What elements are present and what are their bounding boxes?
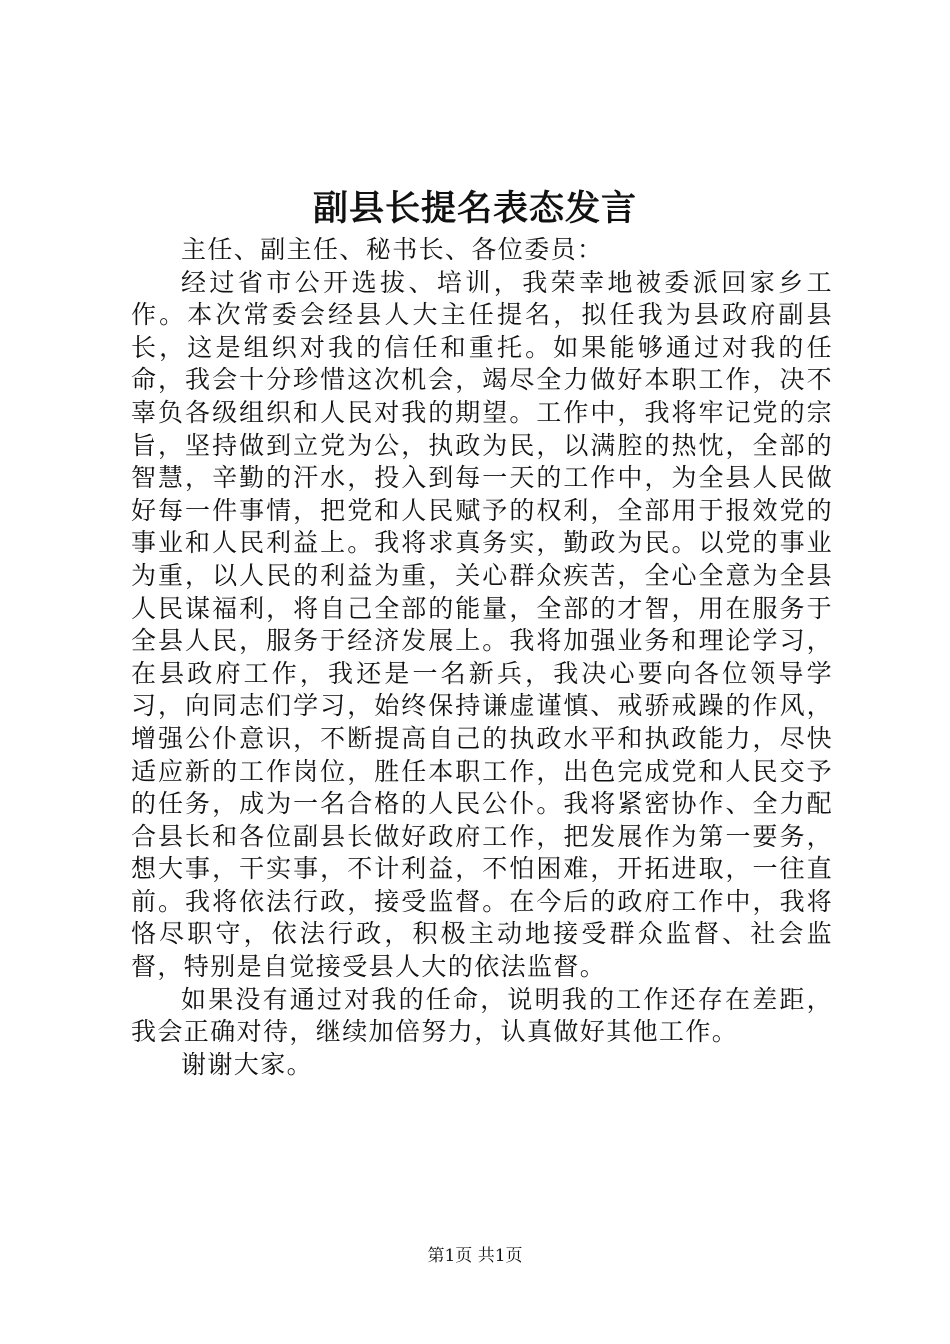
page-number-footer: 第1页 共1页 xyxy=(427,1246,523,1266)
paragraph-1: 经过省市公开选拔、培训，我荣幸地被委派回家乡工作。本次常委会经县人大主任提名，拟任我为县政府副县长，这是组织对我的信任和重托。如果能够通过对我的任命，我会十分珍惜这次机会，竭尽全力做好本职工作，决不辜负各级组织和人民对我的期望。工作中，我将牢记党的宗旨，坚持做到立党为公，执政为民，以满腔的热忱，全部的智慧，辛勤的汗水，投入到每一天的工作中，为全县人民做好每一件事情，把党和人民赋予的权利，全部用于报效党的事业和人民利益上。我将求真务实，勤政为民。以党的事业为重，以人民的利益为重，关心群众疾苦，全心全意为全县人民谋福利，将自己全部的能量，全部的才智，用在服务于全县人民，服务于经济发展上。我将加强业务和理论学习，在县政府工作，我还是一名新兵，我决心要向各位领导学习，向同志们学习，始终保持谦虚谨慎、戒骄戒躁的作风，增强公仆意识，不断提高自己的执政水平和执政能力，尽快适应新的工作岗位，胜任本职工作，出色完成党和人民交予的任务，成为一名合格的人民公仆。我将紧密协作、全力配合县长和各位副县长做好政府工作，把发展作为第一要务，想大事，干实事，不计利益，不怕困难，开拓进取，一往直前。我将依法行政，接受监督。在今后的政府工作中，我将恪尽职守，依法行政，积极主动地接受群众监督、社会监督，特别是自觉接受县人大的依法监督。 xyxy=(131,267,833,982)
document-title: 副县长提名表态发言 xyxy=(312,188,637,229)
paragraph-3: 谢谢大家。 xyxy=(181,1049,314,1079)
document-body xyxy=(131,234,833,1081)
paragraph-2: 如果没有通过对我的任命，说明我的工作还存在差距，我会正确对待，继续加倍努力，认真做好其他工作。 xyxy=(131,984,833,1047)
salutation: 主任、副主任、秘书长、各位委员： xyxy=(181,235,604,264)
